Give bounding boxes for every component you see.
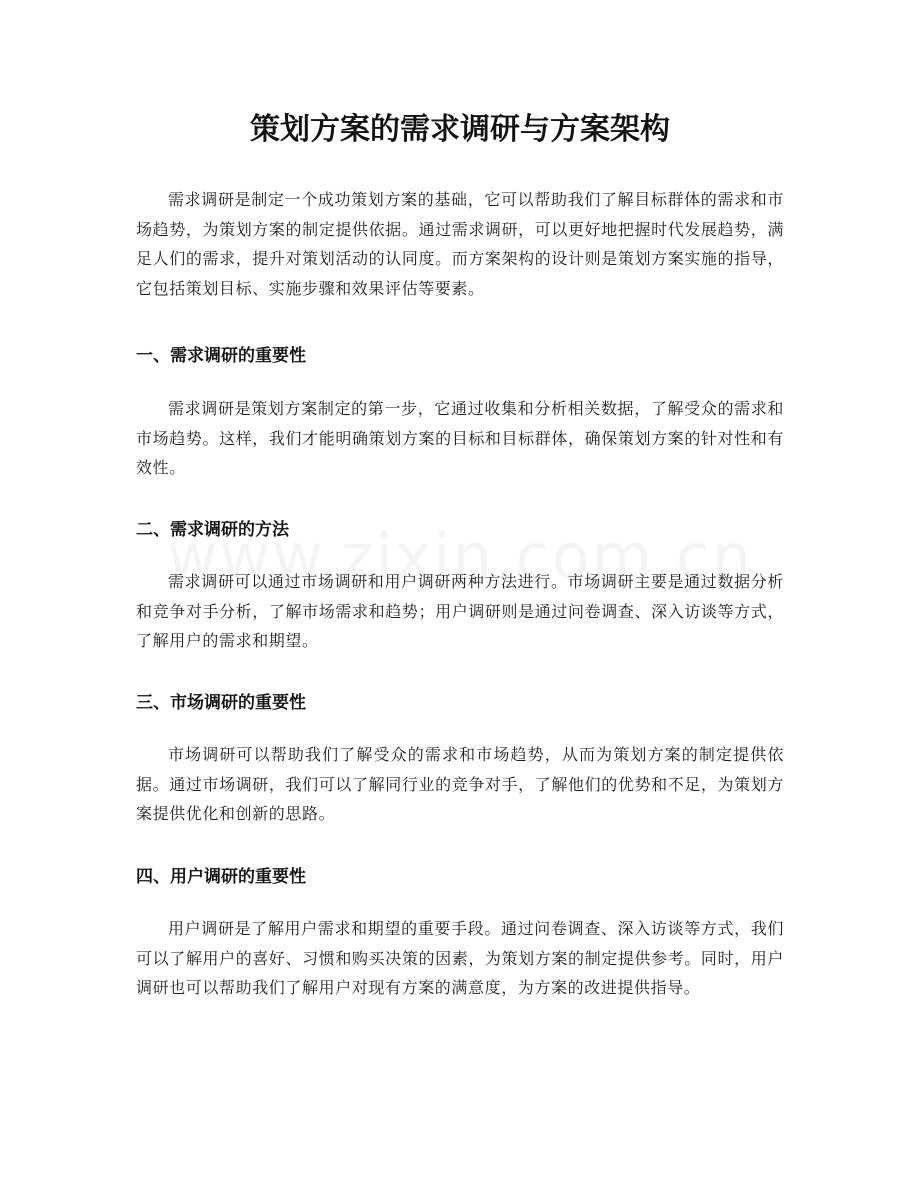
- section-body-3: 市场调研可以帮助我们了解受众的需求和市场趋势，从而为策划方案的制定提供依据。通过市场调研，我们可以了解同行业的竞争对手，了解他们的优势和不足，为策划方案提供优化和创新的思路。: [136, 745, 784, 823]
- intro-paragraph: 需求调研是制定一个成功策划方案的基础，它可以帮助我们了解目标群体的需求和市场趋势，为策划方案的制定提供依据。通过需求调研，可以更好地把握时代发展趋势，满足人们的需求，提升对策划活动的认同度。而方案架构的设计则是策划方案实施的指导，它包括策划目标、实施步骤和效果评估等要素。: [136, 190, 784, 298]
- section-heading-4: 四、用户调研的重要性: [136, 867, 306, 887]
- section-heading-1: 一、需求调研的重要性: [136, 346, 306, 366]
- section-heading-2: 二、需求调研的方法: [136, 520, 289, 540]
- section-heading-3: 三、市场调研的重要性: [136, 693, 306, 713]
- section-body-4: 用户调研是了解用户需求和期望的重要手段。通过问卷调查、深入访谈等方式，我们可以了解用户的喜好、习惯和购买决策的因素，为策划方案的制定提供参考。同时，用户调研也可以帮助我们了解用户对现有方案的满意度，为方案的改进提供指导。: [136, 919, 784, 997]
- section-body-1: 需求调研是策划方案制定的第一步，它通过收集和分析相关数据，了解受众的需求和市场趋势。这样，我们才能明确策划方案的目标和目标群体，确保策划方案的针对性和有效性。: [136, 399, 784, 477]
- document-title: 策划方案的需求调研与方案架构: [250, 112, 670, 147]
- section-body-2: 需求调研可以通过市场调研和用户调研两种方法进行。市场调研主要是通过数据分析和竞争对手分析，了解市场需求和趋势；用户调研则是通过问卷调查、深入访谈等方式，了解用户的需求和期望。: [136, 572, 784, 650]
